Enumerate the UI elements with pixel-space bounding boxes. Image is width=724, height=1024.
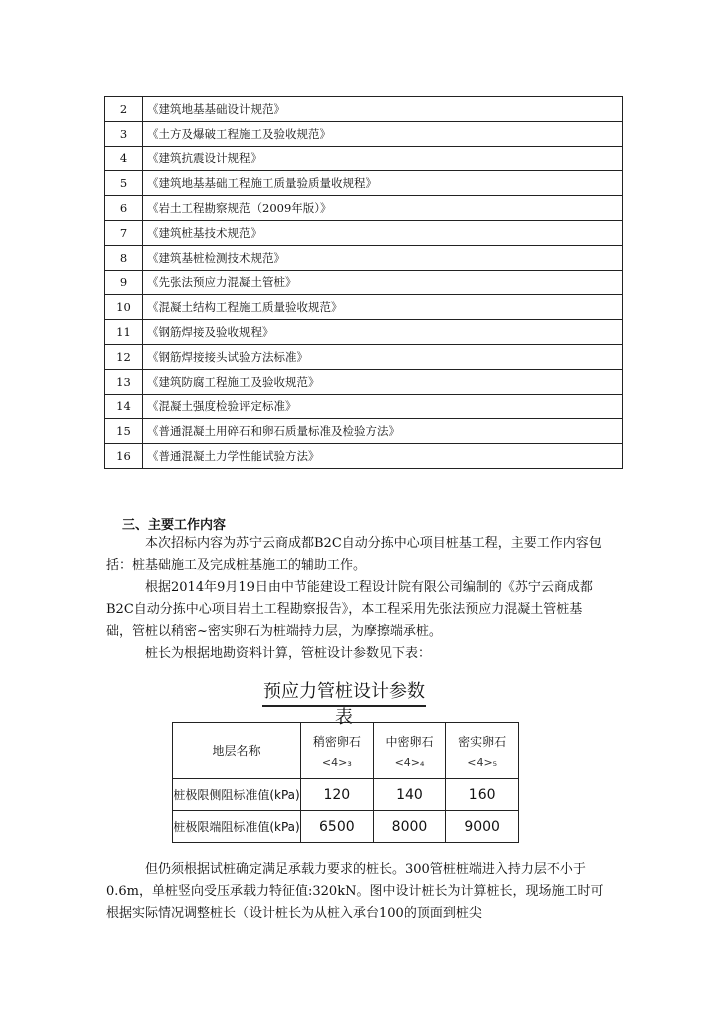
paragraph-pile-length: 但仍须根据试桩确定满足承载力要求的桩长。300管桩桩端进入持力层不小于0.6m，单桩竖向受压承载力特征值:320kN。图中设计桩长为计算桩长，现场施工时可根据实际情况调整桩长（设计桩长为从桩入承台100的顶面到桩尖 [106,862,604,921]
standard-name: 《建筑地基基础设计规范》 [143,97,623,122]
table-cell: 120 [301,779,374,811]
standard-number: 5 [105,171,143,196]
table-cell: 140 [373,779,446,811]
table-row [105,270,623,295]
standard-name: 《建筑防腐工程施工及验收规范》 [143,369,623,394]
standard-name: 《建筑桩基技术规范》 [143,220,623,245]
table-row [105,245,623,270]
table-row [105,344,623,369]
table-cell: 6500 [301,811,374,843]
standard-name: 《建筑地基基础工程施工质量验质量收规程》 [143,171,623,196]
table-row [105,220,623,245]
table-row [105,97,623,122]
standard-name: 《混凝土强度检验评定标准》 [143,394,623,419]
standard-number: 13 [105,369,143,394]
table-cell: 160 [446,779,519,811]
table-row [105,295,623,320]
column-header [373,723,446,779]
column-code: <4>₃ [321,755,352,769]
table-row [173,811,519,843]
table-cell: 8000 [373,811,446,843]
standard-number: 16 [105,444,143,469]
standard-name: 《普通混凝土力学性能试验方法》 [143,444,623,469]
table-row [173,779,519,811]
standard-number: 7 [105,220,143,245]
table-row [105,444,623,469]
column-header [446,723,519,779]
standard-number: 3 [105,121,143,146]
standard-number: 8 [105,245,143,270]
table-cell: 9000 [446,811,519,843]
row-label: 桩极限侧阻标准值(kPa) [173,779,301,811]
standard-name: 《土方及爆破工程施工及验收规范》 [143,121,623,146]
paragraph-scope: 本次招标内容为苏宁云商成都B2C自动分拣中心项目桩基工程，主要工作内容包括：桩基础施工及完成桩基施工的辅助工作。 [106,536,602,573]
standard-name: 《普通混凝土用碎石和卵石质量标准及检验方法》 [143,419,623,444]
column-name: 中密卵石 [385,734,434,749]
table-row [105,146,623,171]
paragraph-table-intro: 桩长为根据地勘资料计算，管桩设计参数见下表： [145,646,432,661]
standard-name: 《建筑基桩检测技术规范》 [143,245,623,270]
standard-number: 6 [105,196,143,221]
table-row [105,171,623,196]
header-stratum-label: 地层名称 [173,723,301,779]
standard-name: 《岩土工程勘察规范（2009年版）》 [143,196,623,221]
paragraph-survey-basis: 根据2014年9月19日由中节能建设工程设计院有限公司编制的《苏宁云商成都B2C自动分拣中心项目岩土工程勘察报告》，本工程采用先张法预应力混凝土管桩基础，管桩以稍密~密实卵石为桩端持力层，为摩擦端承桩。 [106,580,593,639]
standard-number: 2 [105,97,143,122]
column-name: 稍密卵石 [312,734,361,749]
table-row [105,419,623,444]
standard-name: 《建筑抗震设计规程》 [143,146,623,171]
table-row [105,369,623,394]
standard-name: 《先张法预应力混凝土管桩》 [143,270,623,295]
standard-number: 11 [105,320,143,345]
pile-parameter-table [172,722,519,843]
table-header-row [173,723,519,779]
standard-number: 12 [105,344,143,369]
table-row [105,121,623,146]
table-row [105,394,623,419]
column-code: <4>₄ [394,755,425,769]
table-row [105,320,623,345]
row-label: 桩极限端阻标准值(kPa) [173,811,301,843]
standard-number: 4 [105,146,143,171]
column-name: 密实卵石 [458,734,507,749]
standard-number: 10 [105,295,143,320]
standard-name: 《混凝土结构工程施工质量验收规范》 [143,295,623,320]
standard-number: 15 [105,419,143,444]
table-row [105,196,623,221]
standard-number: 14 [105,394,143,419]
standard-name: 《钢筋焊接及验收规程》 [143,320,623,345]
column-header [301,723,374,779]
standards-table [104,96,623,469]
standard-number: 9 [105,270,143,295]
column-code: <4>₅ [467,755,498,769]
section-heading: 三、主要工作内容 [122,518,227,533]
param-table-title: 预应力管桩设计参数表 [263,681,425,728]
standard-name: 《钢筋焊接接头试验方法标准》 [143,344,623,369]
